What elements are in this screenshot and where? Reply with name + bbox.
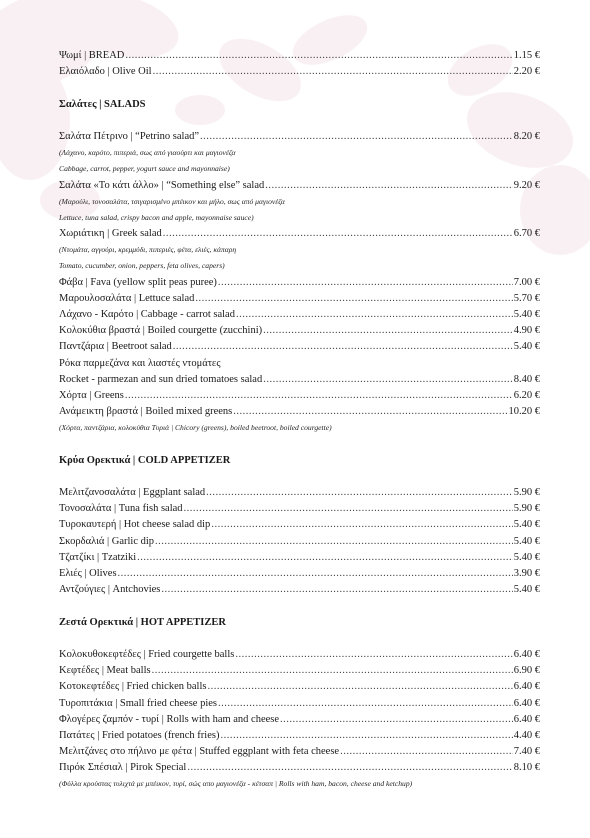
section-heading: Σαλάτες | SALADS [59, 98, 146, 110]
menu-item-name: Λάχανο - Καρότο | Cabbage - carrot salad [59, 309, 235, 320]
menu-item-price: 4.90 € [513, 325, 540, 337]
menu-item [59, 356, 540, 372]
dot-leader [235, 647, 512, 663]
menu-item-name: Χωριάτικη | Greek salad [59, 228, 162, 240]
menu-item-price: 6.40 € [513, 697, 540, 709]
dot-leader [206, 485, 513, 501]
menu-item-name: Ελιές | Olives [59, 568, 117, 579]
dot-leader [218, 275, 513, 291]
menu-item-price: 8.40 € [513, 373, 540, 385]
menu-item [59, 485, 540, 501]
dot-leader [161, 582, 512, 598]
menu-item-price: 6.40 € [513, 648, 540, 660]
menu-item-description: Tomato, cucumber, onion, peppers, feta olives, capers) [59, 261, 225, 271]
menu-item [59, 404, 540, 420]
menu-item-price: 6.20 € [513, 389, 540, 401]
menu-item-name: Σαλάτα Πέτρινο | “Petrino salad” [59, 130, 200, 142]
menu-item-name: Κοτοκεφτέδες | Fried chicken balls [59, 681, 207, 693]
menu-item-price: 5.40 € [513, 535, 540, 547]
menu-item [59, 339, 540, 355]
menu-item-price: 7.00 € [513, 276, 540, 288]
dot-leader [163, 226, 513, 242]
section-spacer [59, 437, 540, 453]
menu-item-name: Κεφτέδες | Meat balls [59, 665, 151, 677]
menu-item-name: Rocket - parmezan and sun dried tomatoes salad [59, 373, 263, 385]
menu-item-name: Τυροπιτάκια | Small fried cheese pies [59, 697, 218, 709]
menu-item-price: 6.90 € [513, 665, 540, 677]
menu-item-name: Ανάμεικτη βραστά | Boiled mixed greens [59, 406, 233, 418]
menu-item [59, 647, 540, 663]
menu-item-price: 5.90 € [513, 503, 540, 515]
section-spacer [59, 598, 540, 614]
menu-item-name: Μελιτζανοσαλάτα | Eggplant salad [59, 487, 206, 499]
menu-item-price: 7.40 € [513, 746, 540, 758]
dot-leader [265, 178, 513, 194]
dot-leader [340, 744, 513, 760]
menu-item-price: 4.40 € [513, 729, 540, 741]
dot-leader [280, 712, 513, 728]
menu-item-price: 2.20 € [513, 66, 540, 78]
menu-item-name: Φλογέρες ζαμπόν - τυρί | Rolls with ham and cheese [59, 713, 280, 725]
dot-leader [155, 534, 513, 550]
dot-leader [263, 372, 513, 388]
menu-item [59, 388, 540, 404]
dot-leader [211, 517, 512, 533]
menu-page [59, 48, 540, 793]
menu-item-name: Ψωμί | BREAD [59, 50, 125, 61]
menu-item [59, 566, 540, 582]
menu-item-price: 6.40 € [513, 713, 540, 725]
menu-item [59, 307, 540, 323]
menu-item-name: Σκορδαλιά | Garlic dip [59, 535, 155, 547]
menu-item-description: (Λάχανο, καρότο, πιπεριά, σως από γιαούρτι και μαγιονέζα [59, 148, 236, 158]
dot-leader [207, 679, 512, 695]
menu-item [59, 712, 540, 728]
menu-item-price: 6.70 € [513, 228, 540, 240]
menu-item [59, 323, 540, 339]
menu-item [59, 663, 540, 679]
menu-item-name: Κολοκύθια βραστά | Boiled courgette (zucchini) [59, 325, 263, 337]
dot-leader [173, 339, 513, 355]
menu-item-price: 5.40 € [513, 551, 540, 563]
menu-item-price: 5.40 € [513, 519, 540, 531]
dot-leader [218, 696, 513, 712]
dot-leader [118, 566, 513, 582]
menu-item-price: 6.40 € [513, 681, 540, 693]
section-spacer [59, 80, 540, 96]
menu-item-price: 5.40 € [513, 309, 540, 320]
menu-item-name: Μελιτζάνες στο πήλινο με φέτα | Stuffed eggplant with feta cheese [59, 746, 340, 758]
menu-item [59, 129, 540, 145]
menu-item [59, 582, 540, 598]
menu-item-description: (Φύλλα κρούστας τυλιχτά με μπέικον, τυρί, σώς απο μαγιονέζα - κέτσαπ | Rolls with ham, bacon, cheese and ketchup) [59, 779, 413, 789]
menu-item-description: Cabbage, carrot, pepper, yogurt sauce and mayonnaise) [59, 164, 230, 174]
menu-item-name: Πιρόκ Σπέσιαλ | Pirok Special [59, 762, 187, 774]
dot-leader [263, 323, 513, 339]
menu-item [59, 760, 540, 776]
menu-item [59, 372, 540, 388]
menu-item [59, 534, 540, 550]
dot-leader [195, 291, 512, 307]
menu-item-name: Αντζούγιες | Antchovies [59, 584, 161, 596]
menu-item-name: Σαλάτα «Το κάτι άλλο» | “Something else” salad [59, 179, 265, 191]
menu-item-name: Ελαιόλαδο | Olive Oil [59, 66, 152, 78]
menu-item-price: 8.20 € [513, 130, 540, 142]
menu-item-name: Παντζάρια | Beetroot salad [59, 341, 172, 353]
menu-item-price: 1.15 € [513, 50, 540, 61]
menu-item [59, 744, 540, 760]
dot-leader [125, 388, 513, 404]
menu-item-description: (Ντομάτα, αγγούρι, κρεμμύδι, πιπεριές, φέτα, ελιές, κάπαρη [59, 245, 237, 255]
menu-item-name: Πατάτες | Fried potatoes (french fries) [59, 729, 220, 741]
menu-item-name: Τονοσαλάτα | Tuna fish salad [59, 503, 183, 515]
menu-item-price: 5.40 € [513, 341, 540, 353]
menu-item-price: 3.90 € [513, 568, 540, 579]
menu-item-price: 8.10 € [513, 762, 540, 774]
menu-item-name: Τυροκαυτερή | Hot cheese salad dip [59, 519, 211, 531]
menu-item-description: (Μαρούλι, τονοσαλάτα, τσιγαρισμένο μπέικον και μήλο, σως από μαγιονέζα [59, 196, 285, 206]
menu-item [59, 291, 540, 307]
menu-item-price: 9.20 € [513, 179, 540, 191]
dot-leader [125, 48, 512, 64]
section-heading: Κρύα Ορεκτικά | COLD APPETIZER [59, 454, 231, 466]
menu-item-name: Κολοκυθοκεφτέδες | Fried courgette balls [59, 648, 235, 660]
menu-item [59, 64, 540, 80]
section-spacer [59, 631, 540, 647]
menu-item [59, 48, 540, 64]
dot-leader [153, 64, 513, 80]
dot-leader [137, 550, 513, 566]
menu-item-name: Τζατζίκι | Tzatziki [59, 551, 137, 563]
menu-item [59, 728, 540, 744]
menu-item-name: Φάβα | Fava (yellow split peas puree) [59, 276, 217, 288]
dot-leader [236, 307, 513, 323]
dot-leader [184, 501, 513, 517]
menu-item-price: 5.70 € [513, 292, 540, 304]
menu-item-name: Ρόκα παρμεζάνα και λιαστές ντομάτες [59, 357, 221, 369]
menu-item-description: Lettuce, tuna salad, crispy bacon and apple, mayonnaise sauce) [59, 212, 254, 222]
menu-item [59, 275, 540, 291]
dot-leader [220, 728, 512, 744]
section-spacer [59, 469, 540, 485]
menu-item [59, 178, 540, 194]
section-spacer [59, 113, 540, 129]
menu-item-price: 10.20 € [508, 406, 540, 418]
menu-item-name: Χόρτα | Greens [59, 389, 124, 401]
section-heading: Ζεστά Ορεκτικά | HOT APPETIZER [59, 616, 226, 628]
menu-item [59, 517, 540, 533]
menu-item-price: 5.40 € [513, 584, 540, 596]
menu-item [59, 226, 540, 242]
dot-leader [200, 129, 513, 145]
dot-leader [233, 404, 507, 420]
menu-item-name: Μαρουλοσαλάτα | Lettuce salad [59, 292, 195, 304]
menu-item [59, 696, 540, 712]
menu-item [59, 501, 540, 517]
menu-item [59, 679, 540, 695]
dot-leader [152, 663, 513, 679]
dot-leader [187, 760, 512, 776]
menu-item-price: 5.90 € [513, 487, 540, 499]
menu-item-description: (Χόρτα, παντζάρια, κολοκύθια Τυριά | Chicory (greens), boiled beetroot, boiled courgette) [59, 423, 332, 433]
menu-item [59, 550, 540, 566]
